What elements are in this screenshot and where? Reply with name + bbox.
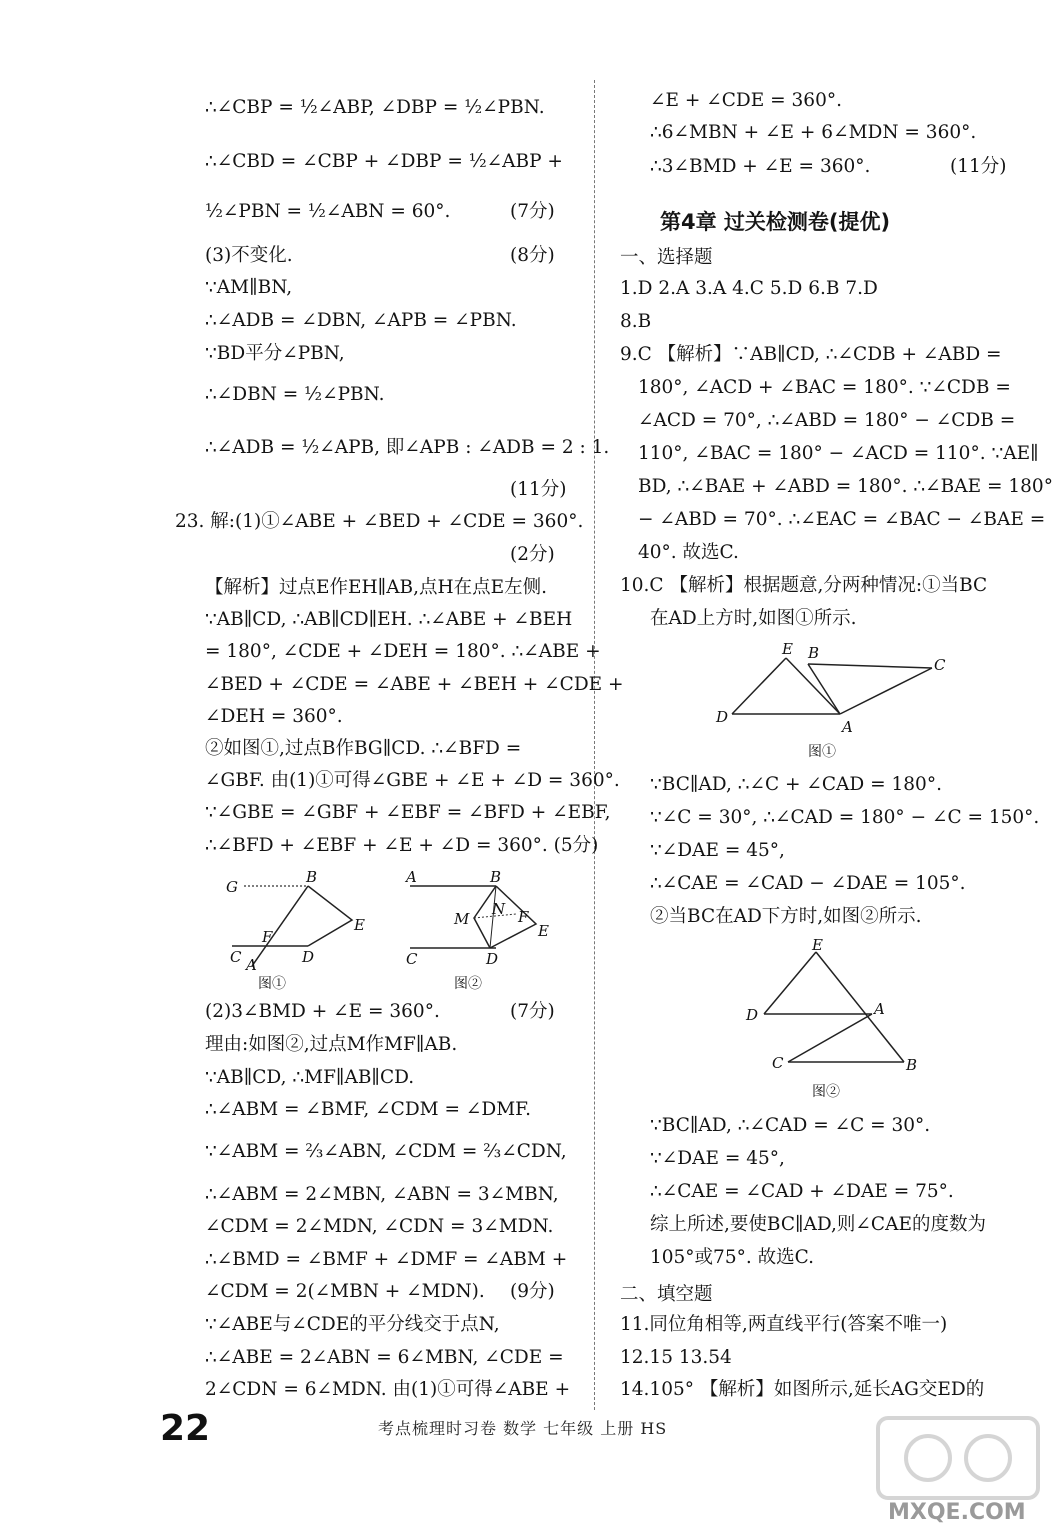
text-line: 理由:如图②,过点M作MF∥AB. <box>205 1034 458 1055</box>
text-line: ∴∠CAE = ∠CAD + ∠DAE = 75°. <box>650 1181 954 1202</box>
right-figure-1 <box>710 640 960 766</box>
fig-caption: 图② <box>454 976 482 992</box>
page-number: 22 <box>160 1408 211 1449</box>
text-line: 40°. 故选C. <box>638 542 739 563</box>
svg-text:F: F <box>262 928 273 946</box>
text-line: 105°或75°. 故选C. <box>650 1247 814 1268</box>
text-line: ∠GBF. 由(1)①可得∠GBE + ∠E + ∠D = 360°. <box>205 770 620 791</box>
text-line: ∴∠CBD = ∠CBP + ∠DBP = ½∠ABP + <box>205 151 563 172</box>
text-line: 110°, ∠BAC = 180° − ∠ACD = 110°. ∵AE∥ <box>638 443 1039 464</box>
svg-text:E: E <box>782 640 793 658</box>
text-line: ½∠PBN = ½∠ABN = 60°. <box>205 201 451 222</box>
score-mark: (8分) <box>510 245 555 266</box>
text-line: 1.D 2.A 3.A 4.C 5.D 6.B 7.D <box>620 278 878 299</box>
svg-text:B: B <box>490 868 502 886</box>
svg-text:M: M <box>454 910 470 928</box>
section-choice: 一、选择题 <box>620 247 713 268</box>
watermark-text: MXQE.COM <box>888 1500 1026 1525</box>
svg-text:E: E <box>812 936 823 954</box>
text-line: ∴∠CAE = ∠CAD − ∠DAE = 105°. <box>650 873 966 894</box>
svg-text:A: A <box>874 1000 885 1018</box>
text-line: ∴∠CBP = ½∠ABP, ∠DBP = ½∠PBN. <box>205 97 545 118</box>
right-figure-2 <box>740 938 940 1108</box>
text-line: ∵BC∥AD, ∴∠C + ∠CAD = 180°. <box>650 774 942 795</box>
svg-text:E: E <box>354 916 365 934</box>
text-line: ∴∠ABM = ∠BMF, ∠CDM = ∠DMF. <box>205 1099 531 1120</box>
text-line: ∴3∠BMD + ∠E = 360°. <box>650 156 871 177</box>
score-mark: (7分) <box>510 201 555 222</box>
text-line: ∵AB∥CD, ∴AB∥CD∥EH. ∴∠ABE + ∠BEH <box>205 609 573 630</box>
svg-text:F: F <box>518 908 529 926</box>
svg-text:B: B <box>808 644 820 662</box>
svg-text:A: A <box>406 868 417 886</box>
text-line: ∠CDM = 2(∠MBN + ∠MDN). <box>205 1281 485 1302</box>
score-mark: (2分) <box>510 544 555 565</box>
text-line: ∴∠BFD + ∠EBF + ∠E + ∠D = 360°. (5分) <box>205 835 599 856</box>
svg-text:C: C <box>772 1054 784 1072</box>
text-line: ∠CDM = 2∠MDN, ∠CDN = 3∠MDN. <box>205 1216 554 1237</box>
text-line: ∴∠BMD = ∠BMF + ∠DMF = ∠ABM + <box>205 1249 568 1270</box>
svg-text:D: D <box>746 1006 759 1024</box>
score-mark: (11分) <box>950 156 1007 177</box>
text-line: (2)3∠BMD + ∠E = 360°. <box>205 1001 440 1022</box>
svg-text:C: C <box>230 948 242 966</box>
svg-text:B: B <box>306 868 318 886</box>
text-line: 180°, ∠ACD + ∠BAC = 180°. ∵∠CDB = <box>638 377 1011 398</box>
svg-text:D: D <box>302 948 315 966</box>
svg-text:A: A <box>842 718 853 736</box>
text-line: ∵∠ABM = ⅔∠ABN, ∠CDM = ⅔∠CDN, <box>205 1141 567 1162</box>
text-line: ∵BD平分∠PBN, <box>205 343 345 364</box>
section-fill: 二、填空题 <box>620 1284 713 1305</box>
left-figure-2 <box>400 862 570 992</box>
text-line: ∴6∠MBN + ∠E + 6∠MDN = 360°. <box>650 122 977 143</box>
text-line: ∵AB∥CD, ∴MF∥AB∥CD. <box>205 1067 415 1088</box>
text-line: 11.同位角相等,两直线平行(答案不唯一) <box>620 1314 948 1335</box>
text-line: ∠ACD = 70°, ∴∠ABD = 180° − ∠CDB = <box>638 410 1016 431</box>
text-line: ②如图①,过点B作BG∥CD. ∴∠BFD = <box>205 738 522 759</box>
svg-text:A: A <box>246 956 257 974</box>
text-line: ∵∠GBE = ∠GBF + ∠EBF = ∠BFD + ∠EBF, <box>205 802 611 823</box>
text-line: ∵∠C = 30°, ∴∠CAD = 180° − ∠C = 150°. <box>650 807 1040 828</box>
svg-text:D: D <box>716 708 729 726</box>
text-line: ∵BC∥AD, ∴∠CAD = ∠C = 30°. <box>650 1115 931 1136</box>
text-line: ∠E + ∠CDE = 360°. <box>650 90 842 111</box>
svg-text:C: C <box>934 656 946 674</box>
svg-text:C: C <box>406 950 418 968</box>
text-line: ∴∠ABE = 2∠ABN = 6∠MBN, ∠CDE = <box>205 1347 564 1368</box>
fig-caption: 图① <box>258 976 286 992</box>
text-line: 8.B <box>620 311 652 332</box>
text-line: ∵AM∥BN, <box>205 277 293 298</box>
text-line: 10.C 【解析】根据题意,分两种情况:①当BC <box>620 575 988 596</box>
fig-caption: 图① <box>808 744 836 760</box>
text-line: − ∠ABD = 70°. ∴∠EAC = ∠BAC − ∠BAE = <box>638 509 1046 530</box>
text-line: ∵∠ABE与∠CDE的平分线交于点N, <box>205 1314 500 1335</box>
text-line: = 180°, ∠CDE + ∠DEH = 180°. ∴∠ABE + <box>205 641 601 662</box>
text-line: 23. 解:(1)①∠ABE + ∠BED + ∠CDE = 360°. <box>175 511 584 532</box>
text-line: ∵∠DAE = 45°, <box>650 840 785 861</box>
text-line: (3)不变化. <box>205 245 293 266</box>
text-line: 14.105° 【解析】如图所示,延长AG交ED的 <box>620 1379 985 1400</box>
text-line: ∴∠ADB = ½∠APB, 即∠APB : ∠ADB = 2 : 1. <box>205 437 610 458</box>
text-line: 在AD上方时,如图①所示. <box>650 608 857 629</box>
svg-text:B: B <box>906 1056 918 1074</box>
text-line: ∠DEH = 360°. <box>205 706 343 727</box>
text-line: 【解析】过点E作EH∥AB,点H在点E左侧. <box>205 577 548 598</box>
svg-text:N: N <box>492 900 506 918</box>
text-line: 9.C 【解析】∵AB∥CD, ∴∠CDB + ∠ABD = <box>620 344 1002 365</box>
text-line: ∴∠ADB = ∠DBN, ∠APB = ∠PBN. <box>205 310 517 331</box>
left-figure-1 <box>222 862 382 992</box>
fig-caption: 图② <box>812 1084 840 1100</box>
score-mark: (11分) <box>510 479 567 500</box>
text-line: ∴∠DBN = ½∠PBN. <box>205 384 385 405</box>
svg-text:G: G <box>226 878 238 896</box>
text-line: ∴∠ABM = 2∠MBN, ∠ABN = 3∠MBN, <box>205 1184 559 1205</box>
text-line: ∵∠DAE = 45°, <box>650 1148 785 1169</box>
score-mark: (7分) <box>510 1001 555 1022</box>
column-divider <box>594 80 595 1410</box>
score-mark: (9分) <box>510 1281 555 1302</box>
text-line: ②当BC在AD下方时,如图②所示. <box>650 906 922 927</box>
text-line: ∠BED + ∠CDE = ∠ABE + ∠BEH + ∠CDE + <box>205 674 624 695</box>
text-line: 12.15 13.54 <box>620 1347 732 1368</box>
text-line: BD, ∴∠BAE + ∠ABD = 180°. ∴∠BAE = 180° <box>638 476 1053 497</box>
book-footer: 考点梳理时习卷 数学 七年级 上册 HS <box>378 1419 668 1438</box>
svg-text:E: E <box>538 922 549 940</box>
text-line: 2∠CDN = 6∠MDN. 由(1)①可得∠ABE + <box>205 1379 571 1400</box>
text-line: 综上所述,要使BC∥AD,则∠CAE的度数为 <box>650 1214 986 1235</box>
svg-text:D: D <box>486 950 499 968</box>
chapter-title: 第4章 过关检测卷(提优) <box>660 210 891 234</box>
